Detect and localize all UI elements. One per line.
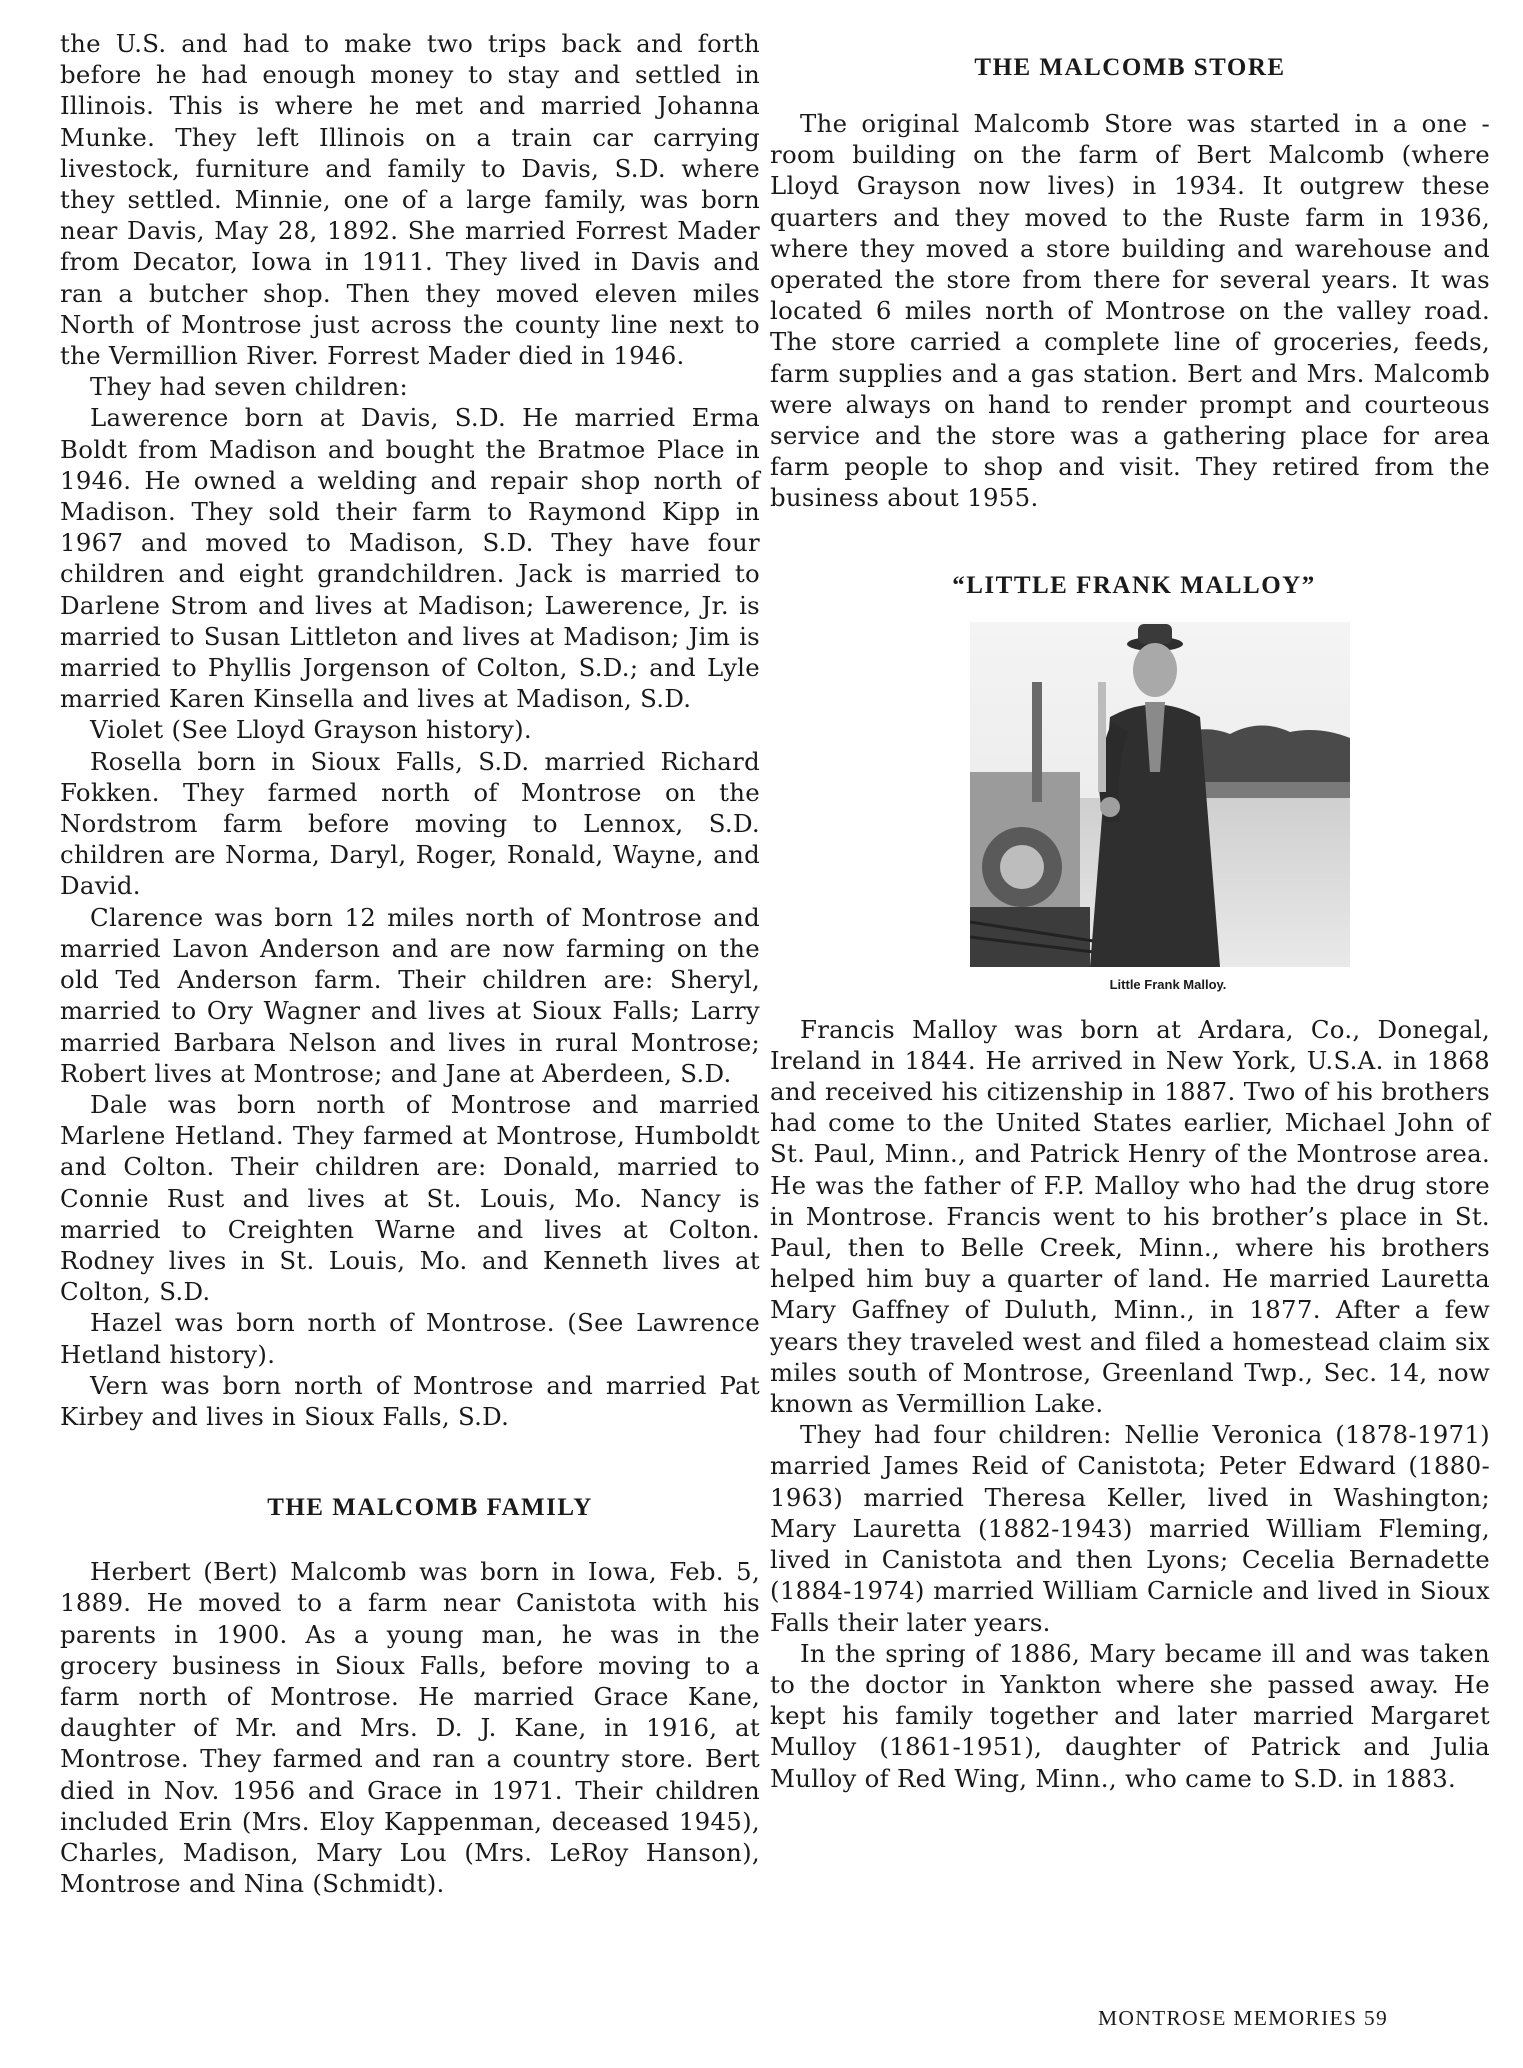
paragraph-francis-malloy: Francis Malloy was born at Ardara, Co., Donegal, Ireland in 1844. He arrived in New York, U.S.A. in 1868 and received his citizenship in 1887. Two of his brothers had come to the United States earlier, Michael John of St. Paul, Minn., and Patrick Henry of the Montrose area. He was the father of F.P. Malloy who had the drug store in Montrose. Francis went to his brother’s place in St. Paul, then to Belle Creek, Minn., where his brothers helped him buy a quarter of land. He married Lauretta Mary Gaffney of Duluth, Minn., in 1877. After a few years they traveled west and filed a homestead claim six miles south of Montrose, Greenland Twp., Sec. 14, now known as Vermillion Lake. (770, 1014, 1490, 1419)
paragraph-rosella: Rosella born in Sioux Falls, S.D. married Richard Fokken. They farmed north of Montrose on the Nordstrom farm before moving to Lennox, S.D. children are Norma, Daryl, Roger, Ronald, Wayne, and David. (60, 746, 760, 901)
paragraph-clarence: Clarence was born 12 miles north of Montrose and married Lavon Anderson and are now farming on the old Ted Anderson farm. Their children are: Sheryl, married to Ory Wagner and lives at Sioux Falls; Larry married Barbara Nelson and lives in rural Montrose; Robert lives at Montrose; and Jane at Aberdeen, S.D. (60, 902, 760, 1088)
photo-little-frank-malloy (970, 622, 1350, 967)
paragraph-vern: Vern was born north of Montrose and married Pat Kirbey and lives in Sioux Falls, S.D. (60, 1370, 760, 1431)
paragraph-hazel: Hazel was born north of Montrose. (See Lawrence Hetland history). (60, 1308, 760, 1369)
photo-caption: Little Frank Malloy. (1109, 976, 1227, 992)
paragraph-malcomb-store: The original Malcomb Store was started in a one - room building on the farm of Bert Malcomb (where Lloyd Grayson now lives) in 1934. It outgrew these quarters and they moved to the Ruste farm in 1936, where they moved a store building and warehouse and operated the store from there for several years. It was located 6 miles north of Montrose on the valley road. The store carried a complete line of groceries, feeds, farm supplies and a gas station. Bert and Mrs. Malcomb were always on hand to render prompt and courteous service and the store was a gathering place for area farm people to shop and visit. They retired from the business about 1955. (770, 109, 1490, 513)
right-column (770, 28, 1490, 1794)
heading-malcomb-store: THE MALCOMB STORE (974, 54, 1286, 81)
paragraph-herbert-malcomb: Herbert (Bert) Malcomb was born in Iowa, Feb. 5, 1889. He moved to a farm near Canistota with his parents in 1900. As a young man, he was in the grocery business in Sioux Falls, before moving to a farm north of Montrose. He married Grace Kane, daughter of Mr. and Mrs. D. J. Kane, in 1916, at Montrose. They farmed and ran a country store. Bert died in Nov. 1956 and Grace in 1971. Their children included Erin (Mrs. Eloy Kappenman, deceased 1945), Charles, Madison, Mary Lou (Mrs. LeRoy Hanson), Montrose and Nina (Schmidt). (60, 1557, 760, 1899)
heading-little-frank-malloy: “LITTLE FRANK MALLOY” (952, 571, 1316, 599)
heading-malcomb-family: THE MALCOMB FAMILY (267, 1494, 593, 1522)
left-column (60, 28, 760, 1899)
paragraph-violet: Violet (See Lloyd Grayson history). (90, 715, 532, 745)
paragraph-lawerence: Lawerence born at Davis, S.D. He married Erma Boldt from Madison and bought the Bratmoe Place in 1946. He owned a welding and repair shop north of Madison. They sold their farm to Raymond Kipp in 1967 and moved to Madison, S.D. They have four children and eight grandchildren. Jack is married to Darlene Strom and lives at Madison; Lawerence, Jr. is married to Susan Littleton and lives at Madison; Jim is married to Phyllis Jorgenson of Colton, S.D.; and Lyle married Karen Kinsella and lives at Madison, S.D. (60, 403, 760, 714)
page-footer: MONTROSE MEMORIES 59 (1098, 2006, 1388, 2030)
photo-illustration (970, 622, 1350, 967)
paragraph-seven-children: They had seven children: (90, 372, 408, 402)
paragraph-spring-1886: In the spring of 1886, Mary became ill and was taken to the doctor in Yankton where she passed away. He kept his family together and later married Margaret Mulloy (1861-1951), daughter of Patrick and Julia Mulloy of Red Wing, Minn., who came to S.D. in 1883. (770, 1638, 1490, 1793)
paragraph-dale: Dale was born north of Montrose and married Marlene Hetland. They farmed at Montrose, Humboldt and Colton. Their children are: Donald, married to Connie Rust and lives at St. Louis, Mo. Nancy is married to Creighten Warne and lives at Colton. Rodney lives in St. Louis, Mo. and Kenneth lives at Colton, S.D. (60, 1089, 760, 1307)
paragraph-four-children: They had four children: Nellie Veronica (1878-1971) married James Reid of Canistota; Peter Edward (1880-1963) married Theresa Keller, lived in Washington; Mary Lauretta (1882-1943) married William Fleming, lived in Canistota and then Lyons; Cecelia Bernadette (1884-1974) married William Carnicle and lived in Sioux Falls their later years. (770, 1420, 1490, 1637)
photo-figure (910, 622, 1350, 992)
paragraph-mader-family: the U.S. and had to make two trips back and forth before he had enough money to stay and settled in Illinois. This is where he met and married Johanna Munke. They left Illinois on a train car carrying livestock, furniture and family to Davis, S.D. where they settled. Minnie, one of a large family, was born near Davis, May 28, 1892. She married Forrest Mader from Decator, Iowa in 1911. They lived in Davis and ran a butcher shop. Then they moved eleven miles North of Montrose just across the county line next to the Vermillion River. Forrest Mader died in 1946. (60, 29, 760, 371)
